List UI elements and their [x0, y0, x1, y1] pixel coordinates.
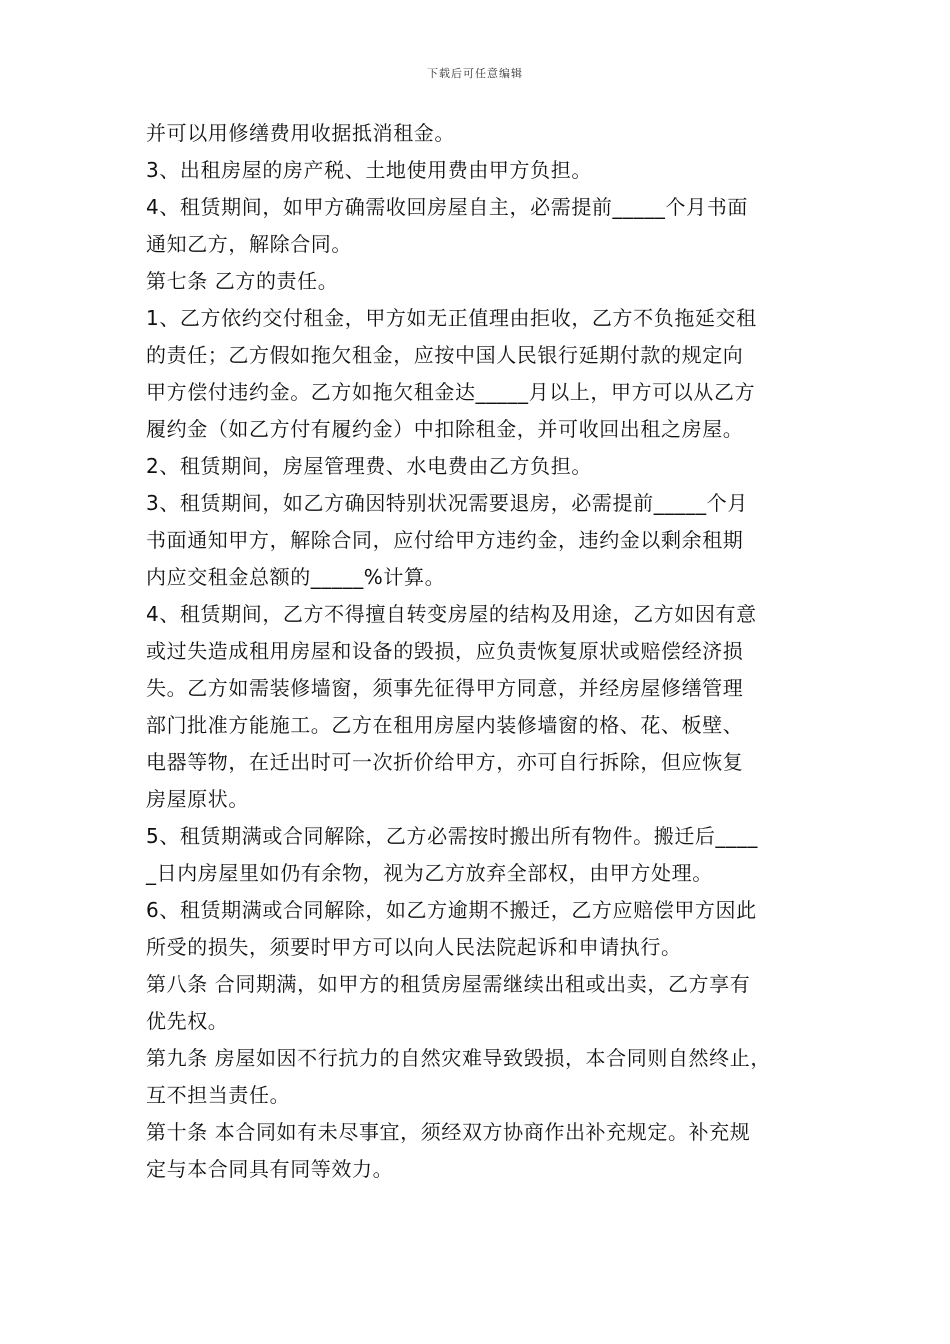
- section-heading: 第十条 本合同如有未尽事宜，须经双方协商作出补充规定。补充规: [146, 1120, 751, 1144]
- text-line: 互不担当责任。: [146, 1083, 291, 1107]
- document-body: [146, 115, 822, 1188]
- text-line: 3、出租房屋的房产税、土地使用费由甲方负担。: [146, 158, 592, 182]
- text-line: 电器等物，在迁出时可一次折价给甲方，亦可自行拆除，但应恢复: [146, 750, 744, 774]
- text-line: 的责任；乙方假如拖欠租金，应按中国人民银行延期付款的规定向: [146, 343, 744, 367]
- text-line: 房屋原状。: [146, 787, 249, 811]
- text-line: 部门批准方能施工。乙方在租用房屋内装修墙窗的格、花、板壁、: [146, 713, 744, 737]
- text-line: 或过失造成租用房屋和设备的毁损，应负责恢复原状或赔偿经济损: [146, 639, 744, 663]
- text-line: 4、租赁期间，乙方不得擅自转变房屋的结构及用途，乙方如因有意: [146, 602, 757, 626]
- section-heading: 第九条 房屋如因不行抗力的自然灾难导致毁损，本合同则自然终止，: [146, 1046, 771, 1070]
- text-line: 2、租赁期间，房屋管理费、水电费由乙方负担。: [146, 454, 592, 478]
- text-line: 6、租赁期满或合同解除，如乙方逾期不搬迁，乙方应赔偿甲方因此: [146, 898, 757, 922]
- text-line: 优先权。: [146, 1009, 229, 1033]
- text-line: 5、租赁期满或合同解除，乙方必需按时搬出所有物件。搬迁后____: [146, 824, 758, 848]
- text-line: 并可以用修缮费用收据抵消租金。: [146, 121, 455, 145]
- text-line: 内应交租金总额的_____%计算。: [146, 565, 446, 589]
- page-header: 下载后可任意编辑: [427, 67, 523, 80]
- text-line: 失。乙方如需装修墙窗，须事先征得甲方同意，并经房屋修缮管理: [146, 676, 744, 700]
- text-line: 3、租赁期间，如乙方确因特别状况需要退房，必需提前_____个月: [146, 491, 748, 515]
- text-line: 履约金（如乙方付有履约金）中扣除租金，并可收回出租之房屋。: [146, 417, 744, 441]
- text-line: 定与本合同具有同等效力。: [146, 1157, 394, 1181]
- text-line: 4、租赁期间，如甲方确需收回房屋自主，必需提前_____个月书面: [146, 195, 748, 219]
- text-line: 甲方偿付违约金。乙方如拖欠租金达_____月以上，甲方可以从乙方: [146, 380, 756, 404]
- text-line: _日内房屋里如仍有余物，视为乙方放弃全部权，由甲方处理。: [146, 861, 713, 885]
- text-line: 1、乙方依约交付租金，甲方如无正值理由拒收，乙方不负拖延交租: [146, 306, 757, 330]
- text-line: 通知乙方，解除合同。: [146, 232, 352, 256]
- text-line: 书面通知甲方，解除合同，应付给甲方违约金，违约金以剩余租期: [146, 528, 744, 552]
- section-heading: 第七条 乙方的责任。: [146, 269, 339, 293]
- text-line: 所受的损失，须要时甲方可以向人民法院起诉和申请执行。: [146, 935, 682, 959]
- section-heading: 第八条 合同期满，如甲方的租赁房屋需继续出租或出卖，乙方享有: [146, 972, 751, 996]
